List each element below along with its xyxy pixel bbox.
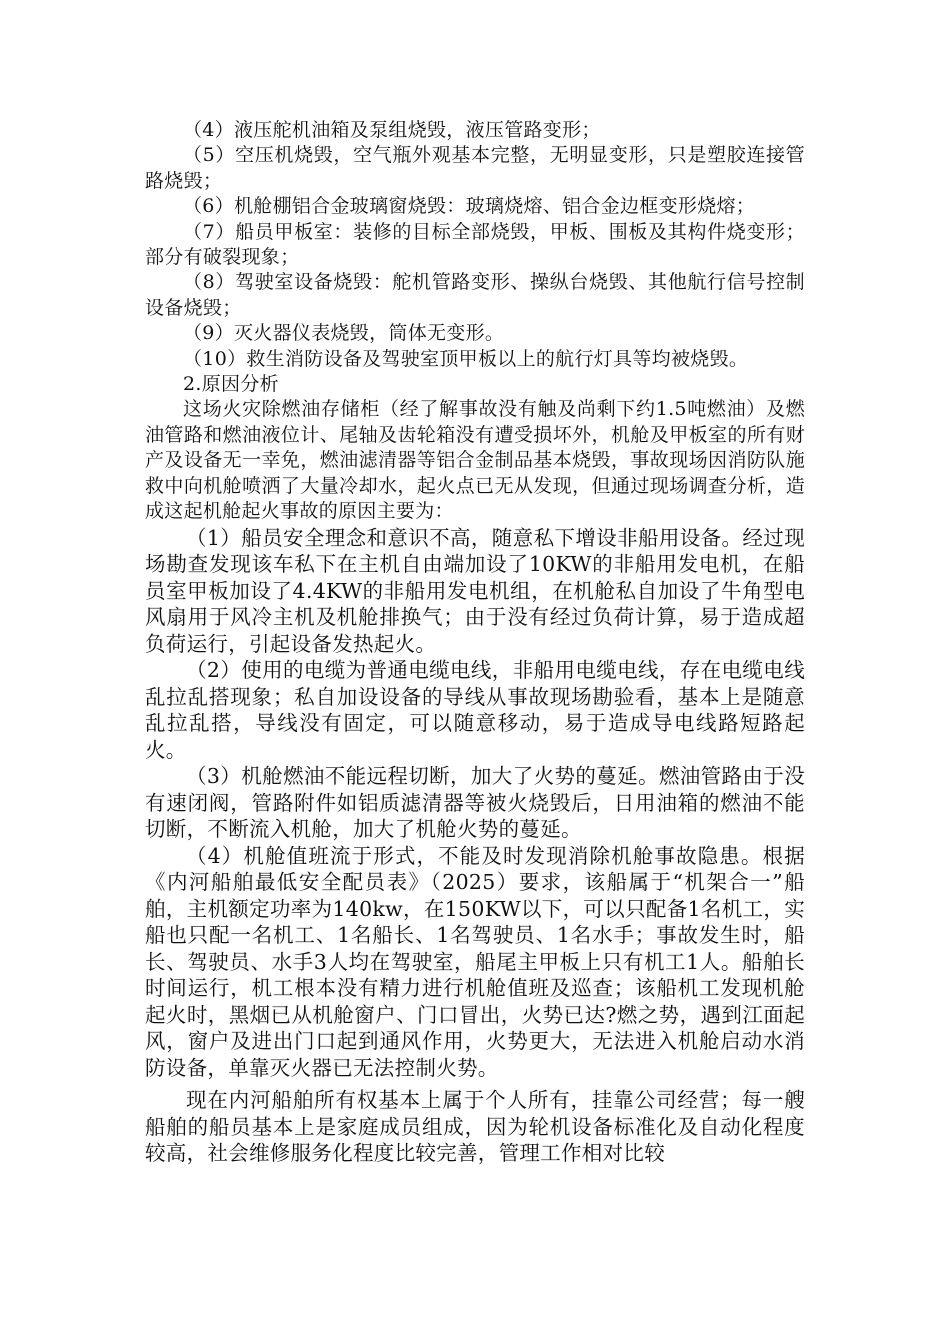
damage-item: （4）液压舵机油箱及泵组烧毁，液压管路变形； [183, 119, 601, 141]
closing-paragraph: 现在内河船舶所有权基本上属于个人所有，挂靠公司经营；每一艘船舶的船员基本上是家庭成员组成，因为轮机设备标准化及自动化程度较高，社会维修服务化程度比较完善，管理工作相对比较 [145, 1088, 805, 1165]
damage-item: （6）机舱棚铝合金玻璃窗烧毁：玻璃烧熔、铝合金边框变形烧熔； [183, 195, 756, 218]
damage-item: （8）驾驶室设备烧毁：舵机管路变形、操纵台烧毁、其他航行信号控制设备烧毁； [145, 271, 805, 319]
damage-item: （9）灭火器仪表烧毁，筒体无变形。 [183, 322, 505, 345]
section-heading: 2.原因分析 [183, 373, 279, 396]
cause-paragraph: （3）机舱燃油不能远程切断，加大了火势的蔓延。燃油管路由于没有速闭阀，管路附件如铝质滤清器等被火烧毁后，日用油箱的燃油不能切断，不断流入机舱，加大了机舱火势的蔓延。 [145, 764, 805, 841]
cause-paragraph: （1）船员安全理念和意识不高，随意私下增设非船用设备。经过现场勘查发现该车私下在主机自由端加设了10KW的非船用发电机，在船员室甲板加设了4.4KW的非船用发电机组，在机舱私自加设了牛角型电风扇用于风冷主机及机舱排换气；由于没有经过负荷计算，易于造成超负荷运行，引起设备发热起火。 [145, 525, 805, 656]
cause-paragraph: （4）机舱值班流于形式，不能及时发现消除机舱事故隐患。根据《内河船舶最低安全配员表》（2025）要求，该船属于“机架合一”船舶，主机额定功率为140kw，在150KW以下，可以只配备1名机工，实船也只配一名机工、1名船长、1名驾驶员、1名水手；事故发生时，船长、驾驶员、水手3人均在驾驶室，船尾主甲板上只有机工1人。船舶长时间运行，机工根本没有精力进行机舱值班及巡查；该船机工发现机舱起火时，黑烟已从机舱窗户、门口冒出，火势已达?燃之势，遇到江面起风，窗户及进出门口起到通风作用，火势更大，无法进入机舱启动水消防设备，单靠灭火器已无法控制火势。 [145, 843, 805, 1080]
damage-item: （10）救生消防设备及驾驶室顶甲板以上的航行灯具等均被烧毁。 [183, 347, 749, 370]
damage-item: （5）空压机烧毁，空气瓶外观基本完整，无明显变形，只是塑胶连接管路烧毁； [145, 144, 805, 192]
damage-item: （7）船员甲板室：装修的目标全部烧毁，甲板、围板及其构件烧变形；部分有破裂现象； [145, 220, 805, 269]
intro-paragraph: 这场火灾除燃油存储柜（经了解事故没有触及尚剩下约1.5吨燃油）及燃油管路和燃油液位计、尾轴及齿轮箱没有遭受损坏外，机舱及甲板室的所有财产及设备无一幸免，燃油滤清器等铝合金制品基本烧毁，事故现场因消防队施救中向机舱喷洒了大量冷却水，起火点已无从发现，但通过现场调查分析，造成这起机舱起火事故的原因主要为： [145, 398, 805, 523]
document-page [145, 118, 805, 1167]
cause-paragraph: （2）使用的电缆为普通电缆电线，非船用电缆电线，存在电缆电线乱拉乱搭现象；私自加设设备的导线从事故现场勘验看，基本上是随意乱拉乱搭，导线没有固定，可以随意移动，易于造成导电线路短路起火。 [145, 658, 805, 762]
